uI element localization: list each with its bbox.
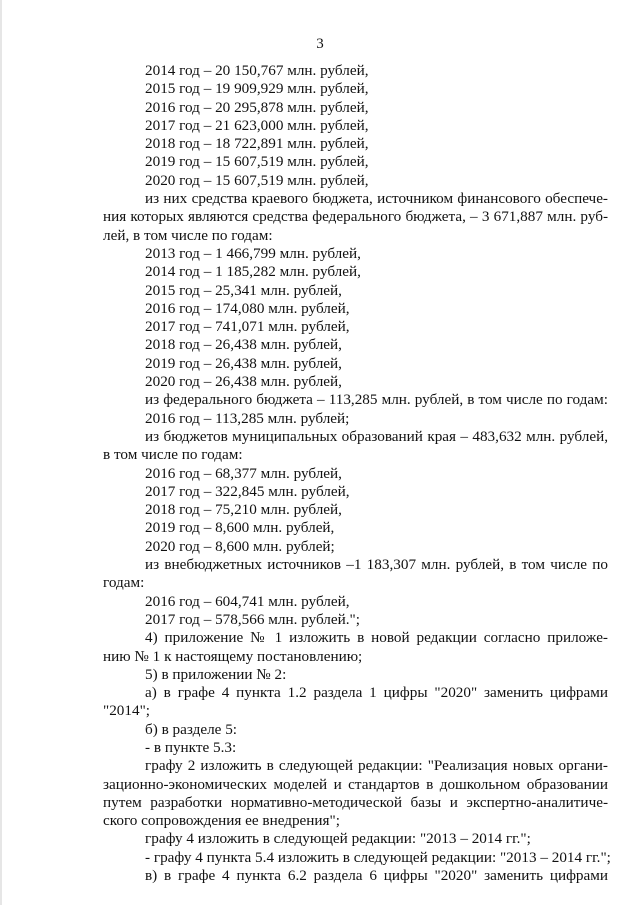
text-line: из них средства краевого бюджета, источником финансового обеспече- — [145, 190, 608, 208]
text-line: ского сопровождения ее внедрения"; — [103, 812, 340, 830]
text-line: 2017 год – 578,566 млн. рублей."; — [145, 610, 360, 628]
text-line: 2017 год – 741,071 млн. рублей, — [145, 318, 350, 336]
text-line: 2020 год – 15 607,519 млн. рублей, — [145, 171, 369, 189]
text-line: 2019 год – 8,600 млн. рублей, — [145, 519, 335, 537]
text-line: 2018 год – 18 722,891 млн. рублей, — [145, 135, 369, 153]
text-line: 2016 год – 20 295,878 млн. рублей, — [145, 98, 369, 116]
text-line: 2018 год – 26,438 млн. рублей, — [145, 336, 342, 354]
text-line: нию № 1 к настоящему постановлению; — [103, 647, 363, 665]
text-line: из федерального бюджета – 113,285 млн. рублей, в том числе по годам: — [145, 391, 608, 409]
text-line: - графу 4 пункта 5.4 изложить в следующей редакции: "2013 – 2014 гг."; — [145, 848, 611, 866]
text-line: в том числе по годам: — [103, 446, 243, 464]
text-line: 2017 год – 322,845 млн. рублей, — [145, 482, 350, 500]
text-line: "2014"; — [103, 702, 150, 720]
text-line: в) в графе 4 пункта 6.2 раздела 6 цифры "2020" заменить цифрами — [145, 867, 608, 885]
text-line: 2018 год – 75,210 млн. рублей, — [145, 501, 342, 519]
text-line: 2020 год – 26,438 млн. рублей, — [145, 373, 342, 391]
text-line: 2016 год – 174,080 млн. рублей, — [145, 299, 350, 317]
text-line: 2019 год – 15 607,519 млн. рублей, — [145, 153, 369, 171]
text-line: а) в графе 4 пункта 1.2 раздела 1 цифры "2020" заменить цифрами — [145, 684, 608, 702]
text-line: 2016 год – 68,377 млн. рублей, — [145, 464, 342, 482]
document-body — [103, 62, 611, 885]
text-line: лей, в том числе по годам: — [103, 226, 273, 244]
text-line: зационно-экономических моделей и стандартов в дошкольном образовании — [103, 775, 608, 793]
text-line: 2019 год – 26,438 млн. рублей, — [145, 354, 342, 372]
text-line: - в пункте 5.3: — [145, 738, 237, 756]
scan-edge — [0, 0, 2, 905]
text-line: из бюджетов муниципальных образований края – 483,632 млн. рублей, — [145, 427, 608, 445]
text-line: 2017 год – 21 623,000 млн. рублей, — [145, 116, 369, 134]
text-line: 5) в приложении № 2: — [145, 665, 287, 683]
text-line: графу 4 изложить в следующей редакции: "2013 – 2014 гг."; — [145, 830, 531, 848]
text-line: 2020 год – 8,600 млн. рублей; — [145, 537, 335, 555]
text-line: из внебюджетных источников –1 183,307 млн. рублей, в том числе по — [145, 556, 608, 574]
text-line: 2016 год – 113,285 млн. рублей; — [145, 409, 350, 427]
text-line: 2014 год – 1 185,282 млн. рублей, — [145, 263, 361, 281]
text-line: 2016 год – 604,741 млн. рублей, — [145, 592, 350, 610]
page-number: 3 — [316, 36, 324, 52]
text-line: путем разработки нормативно-методической базы и экспертно-аналитиче- — [103, 793, 608, 811]
text-line: 4) приложение № 1 изложить в новой редакции согласно приложе- — [145, 629, 608, 647]
text-line: графу 2 изложить в следующей редакции: "Реализация новых органи- — [145, 757, 608, 775]
text-line: 2013 год – 1 466,799 млн. рублей, — [145, 244, 361, 262]
text-line: 2014 год – 20 150,767 млн. рублей, — [145, 62, 369, 79]
text-line: годам: — [103, 574, 145, 592]
text-line: ния которых являются средства федерального бюджета, – 3 671,887 млн. руб- — [103, 208, 608, 226]
text-line: б) в разделе 5: — [145, 720, 238, 738]
text-line: 2015 год – 25,341 млн. рублей, — [145, 281, 342, 299]
text-line: 2015 год – 19 909,929 млн. рублей, — [145, 80, 369, 98]
